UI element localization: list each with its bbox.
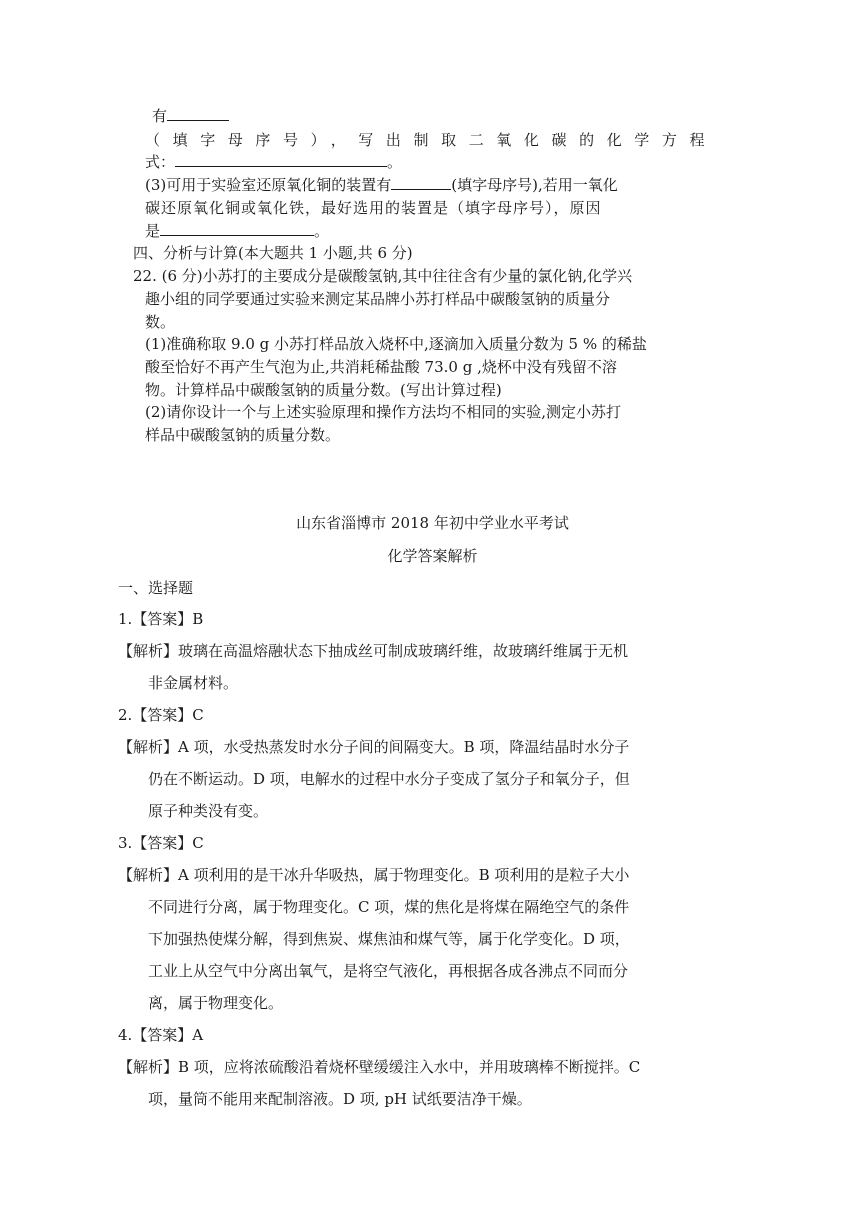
explain-3-line2: 不同进行分离，属于物理变化。C 项，煤的焦化是将煤在隔绝空气的条件 xyxy=(148,898,630,916)
explain-4-line2: 项，量筒不能用来配制溶液。D 项, pH 试纸要洁净干燥。 xyxy=(148,1090,532,1108)
q21-line1 xyxy=(152,106,229,126)
explain-2-line1: 【解析】A 项，水受热蒸发时水分子间的间隔变大。B 项，降温结晶时水分子 xyxy=(118,738,630,756)
q21-p3-line2: 碳还原氧化铜或氧化铁，最好选用的装置是（填字母序号），原因 xyxy=(145,199,602,217)
explain-3-line4: 工业上从空气中分离出氧气，是将空气液化，再根据各成各沸点不同而分 xyxy=(148,962,629,980)
q22-p2-line2: 样品中碳酸氢钠的质量分数。 xyxy=(145,426,341,444)
q22-p1-line1: (1)准确称取 9.0 g 小苏打样品放入烧杯中,逐滴加入质量分数为 5 % 的稀盐 xyxy=(145,335,647,353)
answer-blank xyxy=(160,221,314,236)
explain-4-line1: 【解析】B 项，应将浓硫酸沿着烧杯壁缓缓注入水中，并用玻璃棒不断搅拌。C xyxy=(118,1058,641,1076)
answer-4: 4.【答案】A xyxy=(118,1026,204,1044)
explain-3-line5: 离，属于物理变化。 xyxy=(148,994,284,1012)
explain-2-line3: 原子种类没有变。 xyxy=(148,802,269,820)
explain-3-line3: 下加强热使煤分解，得到焦炭、煤焦油和煤气等，属于化学变化。D 项， xyxy=(148,930,630,948)
q22-line3: 数。 xyxy=(145,313,176,331)
answer-blank xyxy=(391,175,451,190)
explain-1-line1: 【解析】玻璃在高温熔融状态下抽成丝可制成玻璃纤维，故玻璃纤维属于无机 xyxy=(118,642,629,660)
answer-blank xyxy=(167,106,229,121)
section4-heading: 四、分析与计算(本大题共 1 小题,共 6 分) xyxy=(133,244,413,262)
q21-p3-line3 xyxy=(145,221,329,241)
q21-line3 xyxy=(145,152,402,172)
answer-3: 3.【答案】C xyxy=(118,834,204,852)
answers-title: 山东省淄博市 2018 年初中学业水平考试 xyxy=(296,514,569,532)
section1-heading: 一、选择题 xyxy=(118,579,194,597)
explain-1-line2: 非金属材料。 xyxy=(148,674,239,692)
answer-1: 1.【答案】B xyxy=(118,610,204,628)
explain-3-line1: 【解析】A 项利用的是干冰升华吸热，属于物理变化。B 项利用的是粒子大小 xyxy=(118,866,630,884)
q21-line3-prefix: 式： xyxy=(145,153,176,171)
q21-p3-line3-prefix: 是 xyxy=(145,222,161,240)
q22-line1: 22. (6 分)小苏打的主要成分是碳酸氢钠,其中往往含有少量的氯化钠,化学兴 xyxy=(133,267,633,285)
q21-line3-suffix: 。 xyxy=(387,153,403,171)
explain-2-line2: 仍在不断运动。D 项，电解水的过程中水分子变成了氢分子和氧分子，但 xyxy=(148,770,630,788)
q22-p2-line1: (2)请你设计一个与上述实验原理和操作方法均不相同的实验,测定小苏打 xyxy=(145,403,622,421)
answer-2: 2.【答案】C xyxy=(118,706,204,724)
answers-subtitle: 化学答案解析 xyxy=(387,547,478,565)
q21-p3-line1-a: (3)可用于实验室还原氧化铜的装置有 xyxy=(145,176,392,194)
q21-p3-line1-b: (填字母序号),若用一氧化 xyxy=(451,176,618,194)
answer-blank xyxy=(175,152,387,167)
q21-line1-text: 有 xyxy=(152,107,168,125)
q22-line2: 趣小组的同学要通过实验来测定某品牌小苏打样品中碳酸氢钠的质量分 xyxy=(145,290,611,308)
q21-p3-line1 xyxy=(145,175,618,195)
q21-p3-line3-suffix: 。 xyxy=(314,222,330,240)
q22-p1-line2: 酸至恰好不再产生气泡为止,共消耗稀盐酸 73.0 g ,烧杯中没有残留不溶 xyxy=(145,358,617,376)
q21-line2: （填字母序号），写出制取二氧化碳的化学方程 xyxy=(145,131,718,149)
q22-p1-line3: 物。计算样品中碳酸氢钠的质量分数。(写出计算过程) xyxy=(145,381,502,399)
